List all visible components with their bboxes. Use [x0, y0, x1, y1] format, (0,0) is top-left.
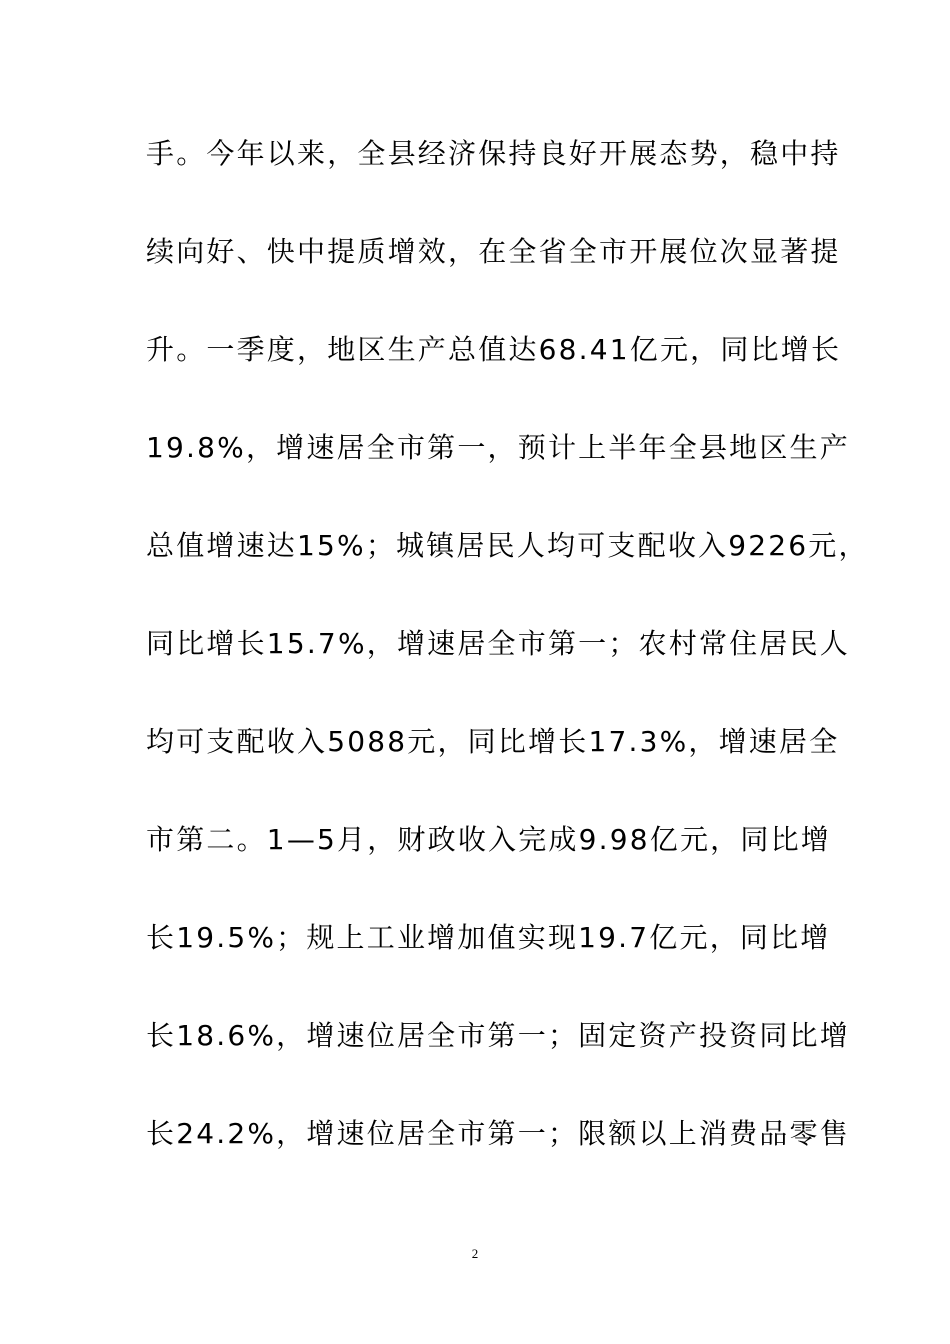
- text-line: 19.8%，增速居全市第一，预计上半年全县地区生产: [146, 431, 850, 464]
- text-line: 升。一季度，地区生产总值达68.41亿元，同比增长: [146, 333, 842, 366]
- text-line: 续向好、快中提质增效，在全省全市开展位次显著提: [146, 235, 841, 268]
- text-line: 长19.5%；规上工业增加值实现19.7亿元，同比增: [146, 921, 831, 954]
- text-line: 市第二。1—5月，财政收入完成9.98亿元，同比增: [146, 823, 831, 856]
- text-line: 均可支配收入5088元，同比增长17.3%，增速居全: [146, 725, 840, 758]
- text-line: 长18.6%，增速位居全市第一；固定资产投资同比增: [146, 1019, 850, 1052]
- page-number: 2: [471, 1246, 479, 1261]
- text-line: 手。今年以来，全县经济保持良好开展态势，稳中持: [146, 137, 841, 170]
- text-line: 同比增长15.7%，增速居全市第一；农村常住居民人: [146, 627, 850, 660]
- text-line: 长24.2%，增速位居全市第一；限额以上消费品零售: [146, 1117, 850, 1150]
- text-line: 总值增速达15%；城镇居民人均可支配收入9226元，: [146, 529, 869, 562]
- body-text: [146, 126, 869, 1204]
